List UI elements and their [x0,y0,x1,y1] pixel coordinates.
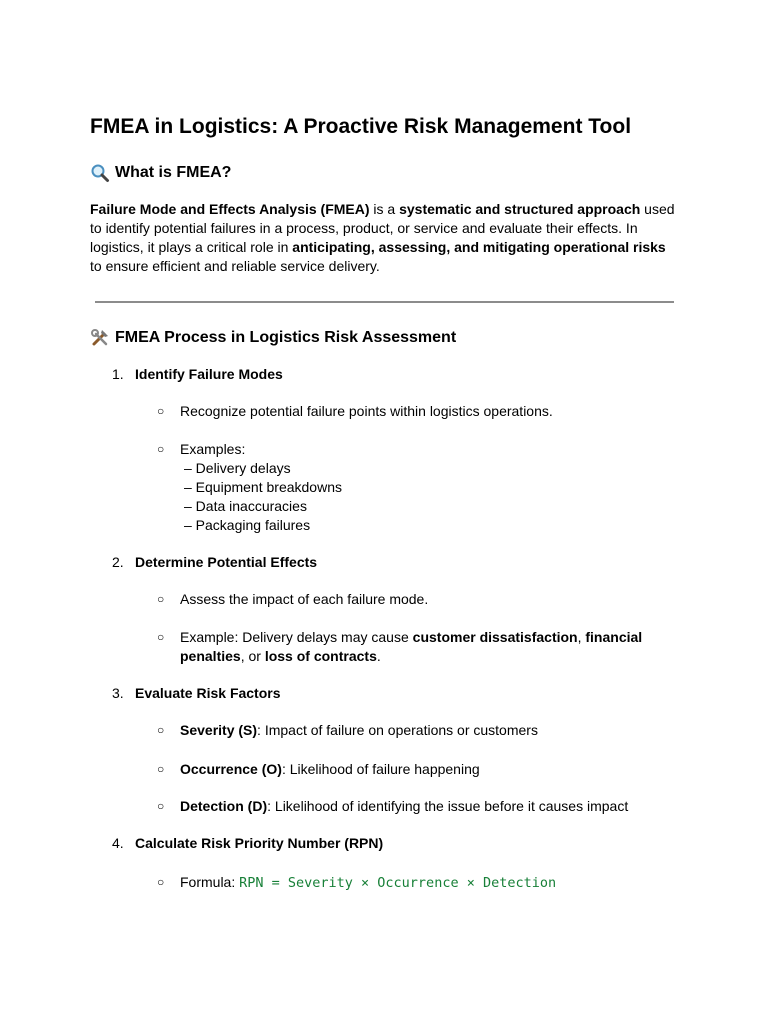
risk-factor-detection [180,797,680,816]
bullet-marker: ○ [157,404,165,418]
bullet-marker: ○ [157,592,165,606]
formula-code: RPN = Severity × Occurrence × Detection [239,875,557,891]
step-number: 4. [112,835,124,851]
section-heading-what-is [90,163,231,183]
text-run: is a [369,201,400,217]
factor-desc: : Likelihood of failure happening [281,761,480,777]
example-item: – Packaging failures [184,517,311,533]
bullet-marker: ○ [157,799,165,813]
examples-label: Examples: [180,441,246,457]
factor-name: Severity (S) [180,722,258,738]
text-run: , or [240,648,265,664]
risk-factor-occurrence [180,760,660,779]
bold-run: anticipating, assessing, and mitigating operational risks [292,239,666,255]
example-item: – Data inaccuracies [184,498,307,514]
section-heading-text: What is FMEA? [115,164,232,181]
text-run: , [577,629,586,645]
text-run: to ensure efficient and reliable service delivery. [90,258,380,274]
term-fmea: Failure Mode and Effects Analysis (FMEA) [90,201,370,217]
page-title: FMEA in Logistics: A Proactive Risk Management Tool [90,115,632,138]
text-run: . [376,648,381,664]
bullet-marker: ○ [157,442,165,456]
factor-desc: : Impact of failure on operations or customers [257,722,538,738]
bold-run: customer dissatisfaction [412,629,578,645]
text-run: Example: Delivery delays may cause [180,629,413,645]
bold-run: systematic and structured approach [399,201,641,217]
bullet-marker: ○ [157,630,165,644]
bullet-marker: ○ [157,762,165,776]
factor-name: Detection (D) [180,798,268,814]
step-number: 3. [112,685,124,701]
list-item: Recognize potential failure points within logistics operations. [180,403,553,419]
horizontal-divider [95,301,674,303]
bullet-marker: ○ [157,723,165,737]
text-run: used to identify potential failures in a process, product, or service and evaluate their effects. In logistics, it plays a critical role in [90,201,675,255]
tools-icon [90,328,110,348]
step-title: Identify Failure Modes [135,366,283,382]
factor-name: Occurrence (O) [180,761,282,777]
factor-desc: : Likelihood of identifying the issue before it causes impact [267,798,629,814]
step-title: Determine Potential Effects [135,554,318,570]
bold-run: financial penalties [180,629,643,664]
section-heading-process [90,328,456,348]
section-heading-text: FMEA Process in Logistics Risk Assessment [115,329,457,346]
bold-run: loss of contracts [264,648,377,664]
example-item: – Delivery delays [184,460,291,476]
bullet-marker: ○ [157,875,165,889]
intro-paragraph [90,200,680,276]
step-title: Evaluate Risk Factors [135,685,281,701]
formula-label: Formula: [180,874,240,890]
list-item: Assess the impact of each failure mode. [180,591,429,607]
step-number: 1. [112,366,124,382]
example-item: – Equipment breakdowns [184,479,342,495]
list-item-examples [180,440,660,535]
list-item-example [180,628,660,666]
step-number: 2. [112,554,124,570]
risk-factor-severity [180,721,660,740]
formula-line [180,873,660,893]
step-title: Calculate Risk Priority Number (RPN) [135,835,384,851]
magnifier-icon [90,163,110,183]
